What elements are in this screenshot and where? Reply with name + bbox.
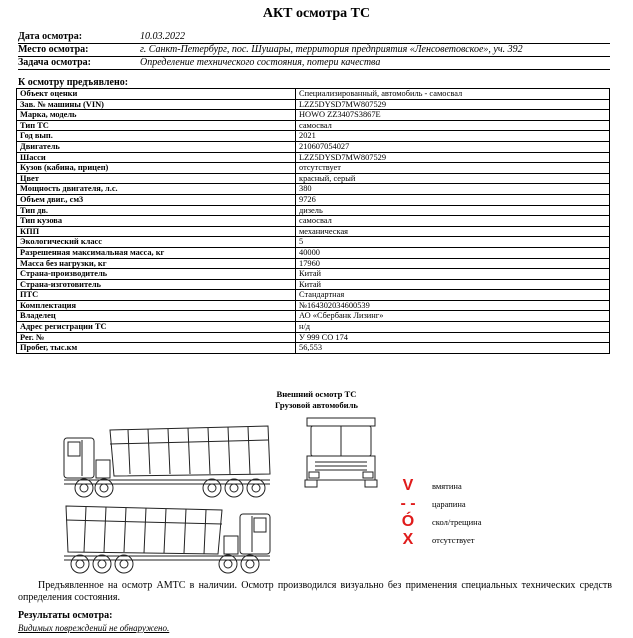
spec-key: Страна-изготовитель	[17, 279, 296, 290]
spec-key: Тип кузова	[17, 216, 296, 227]
spec-value: №164302034600539	[296, 300, 610, 311]
scratch-icon: - -	[400, 495, 416, 512]
presented-title: К осмотру предъявлено:	[18, 77, 129, 88]
spec-row	[17, 216, 610, 227]
spec-value: HOWO ZZ3407S3867E	[296, 110, 610, 121]
dent-icon: V	[402, 477, 414, 494]
spec-row	[17, 247, 610, 258]
spec-value: 380	[296, 184, 610, 195]
paragraph-text: Предъявленное на осмотр АМТС в наличии. Осмотр производился визуально без применения специальных технических средств определения состояния.	[18, 580, 612, 603]
legend-label: отсутствует	[432, 535, 475, 545]
legend-chip	[398, 514, 518, 532]
spec-key: Кузов (кабина, прицеп)	[17, 163, 296, 174]
spec-value: 2021	[296, 131, 610, 142]
spec-key: Мощность двигателя, л.с.	[17, 184, 296, 195]
spec-value: Китай	[296, 279, 610, 290]
inspection-paragraph	[18, 580, 612, 604]
spec-row	[17, 120, 610, 131]
spec-key: Комплектация	[17, 300, 296, 311]
truck-side-view-left	[62, 500, 274, 578]
spec-key: Пробег, тыс.км	[17, 343, 296, 354]
spec-key: Адрес регистрации ТС	[17, 322, 296, 333]
spec-row	[17, 237, 610, 248]
spec-key: Разрешенная максимальная масса, кг	[17, 247, 296, 258]
spec-value: Стандартная	[296, 290, 610, 301]
spec-value: красный, серый	[296, 173, 610, 184]
legend-label: вмятина	[432, 481, 462, 491]
spec-key: Зав. № машины (VIN)	[17, 99, 296, 110]
meta-label: Дата осмотра:	[18, 31, 83, 42]
spec-key: Рег. №	[17, 332, 296, 343]
spec-key: Экологический класс	[17, 237, 296, 248]
truck-side-view-right	[62, 420, 274, 502]
spec-value: 40000	[296, 247, 610, 258]
spec-value: 9726	[296, 194, 610, 205]
spec-row	[17, 110, 610, 121]
exterior-title: Внешний осмотр ТС	[276, 389, 357, 399]
spec-value: самосвал	[296, 120, 610, 131]
spec-key: Двигатель	[17, 141, 296, 152]
spec-row	[17, 322, 610, 333]
meta-label: Задача осмотра:	[18, 57, 91, 68]
spec-key: Владелец	[17, 311, 296, 322]
spec-value: 17960	[296, 258, 610, 269]
legend-scratch	[398, 496, 518, 514]
spec-key: Год вып.	[17, 131, 296, 142]
meta-label: Место осмотра:	[18, 44, 89, 55]
spec-key: Цвет	[17, 173, 296, 184]
spec-row	[17, 300, 610, 311]
meta-value: 10.03.2022	[140, 31, 185, 42]
spec-value: отсутствует	[296, 163, 610, 174]
spec-row	[17, 311, 610, 322]
spec-row	[17, 184, 610, 195]
spec-value: н/д	[296, 322, 610, 333]
spec-row	[17, 226, 610, 237]
spec-value: 56,553	[296, 343, 610, 354]
spec-key: Тип ТС	[17, 120, 296, 131]
meta-value: Определение технического состояния, потери качества	[140, 57, 381, 68]
spec-value: 210607054027	[296, 141, 610, 152]
spec-value: механическая	[296, 226, 610, 237]
spec-row	[17, 163, 610, 174]
spec-row	[17, 89, 610, 100]
spec-key: Страна-производитель	[17, 269, 296, 280]
vehicle-spec-table	[16, 88, 610, 354]
spec-value: 5	[296, 237, 610, 248]
legend-label: скол/трещина	[432, 517, 482, 527]
spec-row	[17, 343, 610, 354]
exterior-subtitle: Грузовой автомобиль	[275, 400, 358, 410]
spec-value: дизель	[296, 205, 610, 216]
spec-key: Масса без нагрузки, кг	[17, 258, 296, 269]
spec-row	[17, 194, 610, 205]
spec-row	[17, 269, 610, 280]
spec-row	[17, 131, 610, 142]
spec-row	[17, 99, 610, 110]
spec-value: АО «Сбербанк Лизинг»	[296, 311, 610, 322]
truck-front-view	[303, 414, 379, 488]
spec-key: ПТС	[17, 290, 296, 301]
spec-row	[17, 279, 610, 290]
spec-row	[17, 290, 610, 301]
chip-icon: Ó	[401, 513, 415, 530]
spec-row	[17, 141, 610, 152]
spec-row	[17, 205, 610, 216]
document-title: АКТ осмотра ТС	[262, 6, 371, 21]
spec-value: У 999 СО 174	[296, 332, 610, 343]
spec-row	[17, 173, 610, 184]
spec-key: Марка, модель	[17, 110, 296, 121]
spec-row	[17, 152, 610, 163]
spec-key: Объект оценки	[17, 89, 296, 100]
spec-value: Китай	[296, 269, 610, 280]
spec-key: Тип дв.	[17, 205, 296, 216]
meta-value: г. Санкт-Петербург, пос. Шушары, территория предприятия «Ленсоветовское», уч. 392	[140, 44, 523, 55]
underline	[18, 69, 610, 70]
spec-value: Специализированный, автомобиль - самосвал	[296, 89, 610, 100]
spec-key: Шасси	[17, 152, 296, 163]
spec-row	[17, 332, 610, 343]
results-title: Результаты осмотра:	[18, 610, 113, 621]
spec-value: LZZ5DYSD7MW807529	[296, 152, 610, 163]
legend-missing	[398, 532, 518, 550]
results-text: Видимых повреждений не обнаружено.	[18, 623, 170, 633]
spec-value: LZZ5DYSD7MW807529	[296, 99, 610, 110]
spec-key: Объем двиг., см3	[17, 194, 296, 205]
legend-label: царапина	[432, 499, 466, 509]
spec-row	[17, 258, 610, 269]
spec-key: КПП	[17, 226, 296, 237]
legend-dent	[398, 478, 518, 496]
missing-icon: X	[402, 531, 414, 548]
spec-value: самосвал	[296, 216, 610, 227]
